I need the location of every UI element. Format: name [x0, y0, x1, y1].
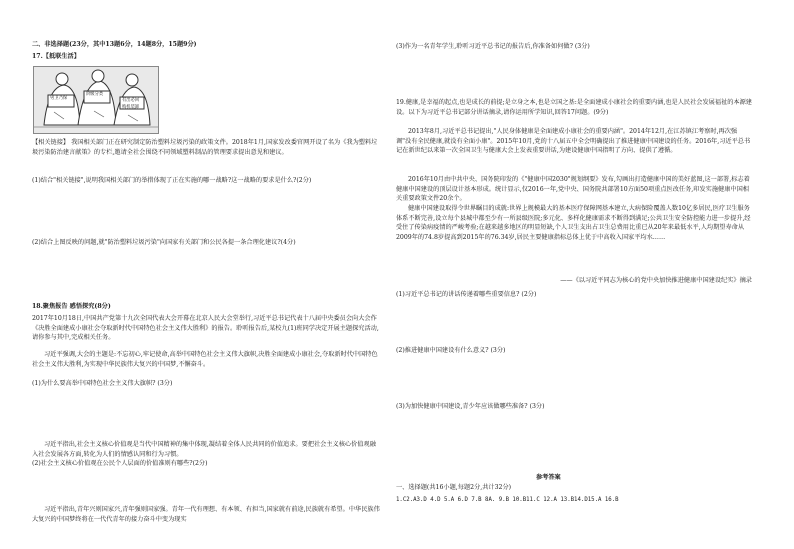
- q19-paragraph-3: 健康中国建设取得令世界瞩目的成就:世界上规模最大的基本医疗保障网基本建立,大病保险覆盖人数10亿多居民,医疗卫生服务体系不断完善,设立每个县城中都至少有一所县级医院;多元化、多样化健康需求不断得到满足;公共卫生安全防控能力进一步提升,经受住了传染病疫情的严峻考验;在越来越多地区的明显短缺,个人卫生支出占卫生总费用比重已从20年来最低水平,人均期望寿命从2009年的74.8岁提高到2015年的76.34岁,居民主要健康指标总体上优于中高收入国家平均水……: [396, 205, 751, 241]
- q18-middle-material: 习近平指出,社会主义核心价值观是当代中国精神的集中体现,凝结着全体人民共同的价值追求。要把社会主义核心价值观融入社会发展各方面,转化为人们的情感认同和行为习惯。: [32, 441, 376, 458]
- q19-question-1: (1)习近平总书记的讲话传递着哪些重要信息? (2分): [396, 291, 537, 298]
- q19-intro: 19.健康,是幸福的起点,也是成长的前提;是立身之本,也是立国之基:是全面建成小康社会的重要内涵,也是人民社会发展福祉的本源建设。以下为习近平总书记部分讲话摘录,请你运用所学知识,回答17问题。(9分): [396, 99, 752, 116]
- q17-tag: 17.【抵联生活】: [32, 53, 80, 60]
- q18-question-1: (1)为什么要高举中国特色社会主义伟大旗帜? (3分): [32, 380, 173, 387]
- q19-question-3: (3)为加快健康中国建设,青少年应该做哪些准备? (3分): [396, 403, 545, 410]
- q18-tag: 18.聚焦报告 感悟探究(8分): [32, 303, 111, 310]
- q19-source: ——《以习近平同志为核心的党中央加快推进健康中国建设纪实》摘录: [560, 277, 752, 284]
- answer-section: 一、选择题(共16小题,每题2分,共计32分): [396, 484, 512, 491]
- q18-question-3: (3)作为一名青年学生,聆听习近平总书记的报告后,你准备如何做? (3分): [396, 43, 590, 50]
- q19-question-2: (2)推进健康中国建设有什么意义? (3分): [396, 347, 506, 354]
- cartoon-label-3: 有出必回: [122, 98, 140, 103]
- q18-question-2: (2)社会主义核心价值观在公民个人层面的价值准则有哪些?(2分): [32, 460, 208, 467]
- q19-paragraph-2: 2016年10月由中共中央、国务院印发的《"健康中国2030"规划纲要》发布,勾画出打造健康中国的美好蓝图,这一部署,标志着健康中国建设的顶层设计基本形成。统计显示,仅2016一年,党中央、国务院共部署10方面50项重点医改任务,印发实施健康中国相关重要政策文件20余个。: [396, 176, 750, 203]
- answer-title: 参考答案: [536, 474, 561, 481]
- q18-end-material: 习近平指出,青年兴则国家兴,青年强则国家强。青年一代有理想、有本领、有担当,国家就有前途,民族就有希望。中华民族伟大复兴的中国梦终将在一代代青年的接力奋斗中变为现实: [32, 506, 380, 523]
- section-title: 二、非选择题(23分，其中13题6分，14题8分，15题9分): [32, 41, 197, 48]
- q17-question-1: (1)结合"相关链接",说明我国相关部门的举措体现了正在实施的哪一战略?这一战略的要求是什么?(2分): [32, 177, 312, 184]
- cartoon-label-4: 购机装卸: [122, 105, 140, 110]
- cartoon-label-1: 男卫乃保: [50, 96, 68, 101]
- cartoon-illustration: [33, 66, 159, 134]
- q17-material: 【相关链接】 我国相关部门正在研究制定防治塑料垃圾污染的政策文件。2018年1月,国家发改委官网开设了名为《我为塑料垃圾污染防治建言献策》的专栏,邀请全社会围绕不同领域塑料制品的管理要求提出意见和建议。: [32, 139, 378, 156]
- answer-keys: 1.C2.A3.D 4.D 5.A 6.D 7.B 8A. 9.B 10.B11.C 12.A 13.B14.D15.A 16.B: [396, 497, 619, 503]
- q18-material: 2017年10月18日,中国共产党第十九次全国代表大会开幕在北京人民大会堂举行,习近平总书记代表十八届中央委员会向大会作《决胜全面建成小康社会夺取新时代中国特色社会主义伟大胜利》的报告。聆听报告后,某校九(1)班同学决定开展主题探究活动,请你参与其中,完成相关任务。: [32, 315, 379, 342]
- q17-question-2: (2)结合上图反映的问题,就"防治塑料垃圾污染"向国家有关部门和公民各提一条合理化建议?(4分): [32, 239, 296, 246]
- q19-paragraph-1: 2013年8月,习近平总书记提出,"人民身体健康是全面建成小康社会的重要内涵"。2014年12月,在江苏镇江考察时,再次强调"没有全民健康,就没有全面小康"。2015年10月,党的十八届五中全会明确提出了推进健康中国建设的任务。2016年,习近平总书记在新世纪以来第一次全国卫生与健康大会上发表重要讲话,为建设健康中国指明了方向、提供了遵循。: [396, 128, 751, 155]
- q18-quote: 习近平强调,大会的主题是:不忘初心,牢记使命,高举中国特色社会主义伟大旗帜,决胜全面建成小康社会,夺取新时代中国特色社会主义伟大胜利,为实现中华民族伟大复兴的中国梦,不懈奋斗。: [32, 351, 378, 368]
- cartoon-label-2: 阶级分类: [86, 92, 104, 97]
